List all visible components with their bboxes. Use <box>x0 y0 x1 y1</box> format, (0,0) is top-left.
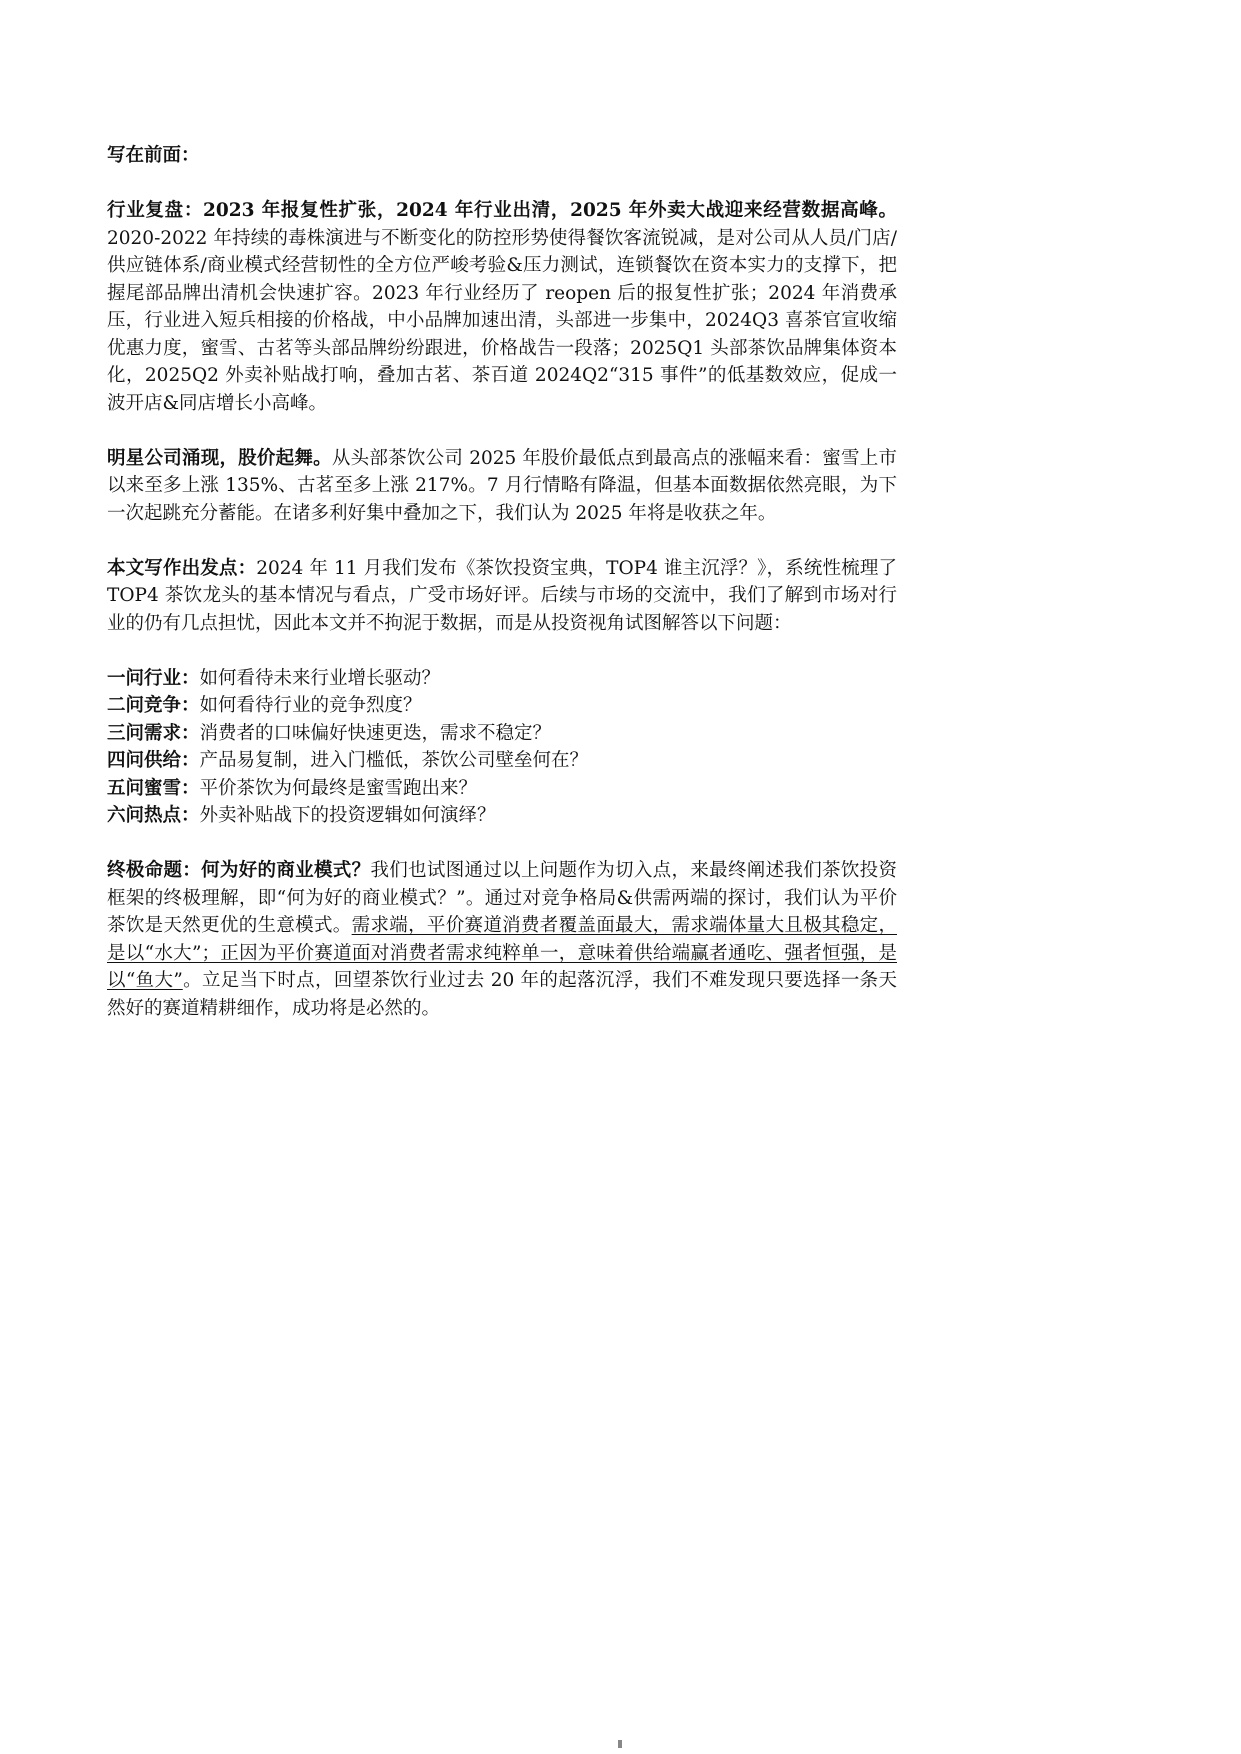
question-item <box>107 802 897 830</box>
intro-heading: 写在前面： <box>107 145 200 166</box>
question-label: 五问蜜雪： <box>107 777 200 799</box>
industry-review-paragraph <box>107 197 897 417</box>
question-text: 如何看待未来行业增长驱动？ <box>199 667 441 689</box>
question-item <box>107 747 897 775</box>
writing-purpose-paragraph <box>107 555 897 638</box>
industry-review-lead: 行业复盘：2023 年报复性扩张，2024 年行业出清，2025 年外卖大战迎来经营数据高峰。 <box>107 200 897 221</box>
star-companies-body: 从头部茶饮公司 2025 年股价最低点到最高点的涨幅来看：蜜雪上市以来至多上涨 135%、古茗至多上涨 217%。7 月行情略有降温，但基本面数据依然亮眼，为下一次起跳充分蓄能。在诸多利好集中叠加之下，我们认为 2025 年将是收获之年。 <box>107 447 897 524</box>
question-label: 一问行业： <box>107 667 200 689</box>
question-list <box>107 665 897 830</box>
question-item <box>107 665 897 693</box>
question-item <box>107 775 897 803</box>
ultimate-question-paragraph <box>107 857 897 1022</box>
page-footer-mark <box>618 1740 622 1748</box>
ultimate-question-body-a: 我们也试图通过以上问题作为切入点，来最终阐述我们茶饮投资框架的终极理解，即“何为好的商业模式？”。通过对竞争格局&供需两端的探讨，我们认为平价茶饮是天然更优的生意模式。 <box>107 860 897 936</box>
question-label: 三问需求： <box>107 722 200 744</box>
question-text: 如何看待行业的竞争烈度？ <box>199 695 422 716</box>
writing-purpose-lead: 本文写作出发点： <box>107 557 257 579</box>
question-label: 四问供给： <box>107 750 200 771</box>
writing-purpose-body: 2024 年 11 月我们发布《茶饮投资宝典，TOP4 谁主沉浮？》，系统性梳理了 TOP4 茶饮龙头的基本情况与看点，广受市场好评。后续与市场的交流中，我们了解到市场对行业的仍有几点担忧，因此本文并不拘泥于数据，而是从投资视角试图解答以下问题： <box>107 557 897 634</box>
question-text: 产品易复制，进入门槛低，茶饮公司壁垒何在？ <box>199 750 589 771</box>
document-body <box>107 142 897 1050</box>
question-text: 平价茶饮为何最终是蜜雪跑出来？ <box>199 777 478 799</box>
question-text: 消费者的口味偏好快速更迭，需求不稳定？ <box>199 722 552 744</box>
question-item <box>107 720 897 748</box>
ultimate-question-body-b: 。立足当下时点，回望茶饮行业过去 20 年的起落沉浮，我们不难发现只要选择一条天然好的赛道精耕细作，成功将是必然的。 <box>107 970 897 1019</box>
star-companies-paragraph <box>107 445 897 528</box>
question-item <box>107 692 897 720</box>
ultimate-question-underlined: 需求端，平价赛道消费者覆盖面最大，需求端体量大且极其稳定，是以“水大”；正因为平价赛道面对消费者需求纯粹单一，意味着供给端赢者通吃、强者恒强，是以“鱼大” <box>107 915 897 991</box>
industry-review-body: 2020-2022 年持续的毒株演进与不断变化的防控形势使得餐饮客流锐减，是对公司从人员/门店/供应链体系/商业模式经营韧性的全方位严峻考验&压力测试，连锁餐饮在资本实力的支撑下，把握尾部品牌出清机会快速扩容。2023 年行业经历了 reopen 后的报复性扩张；2024 年消费承压，行业进入短兵相接的价格战，中小品牌加速出清，头部进一步集中，2024Q3 喜茶官宣收缩优惠力度，蜜雪、古茗等头部品牌纷纷跟进，价格战告一段落；2025Q1 头部茶饮品牌集体资本化，2025Q2 外卖补贴战打响，叠加古茗、茶百道 2024Q2“315 事件”的低基数效应，促成一波开店&同店增长小高峰。 <box>107 227 897 414</box>
question-text: 外卖补贴战下的投资逻辑如何演绎？ <box>199 805 496 826</box>
question-label: 六问热点： <box>107 805 200 826</box>
question-label: 二问竞争： <box>107 695 200 716</box>
ultimate-question-lead: 终极命题：何为好的商业模式？ <box>107 860 371 881</box>
star-companies-lead: 明星公司涌现，股价起舞。 <box>107 447 332 469</box>
